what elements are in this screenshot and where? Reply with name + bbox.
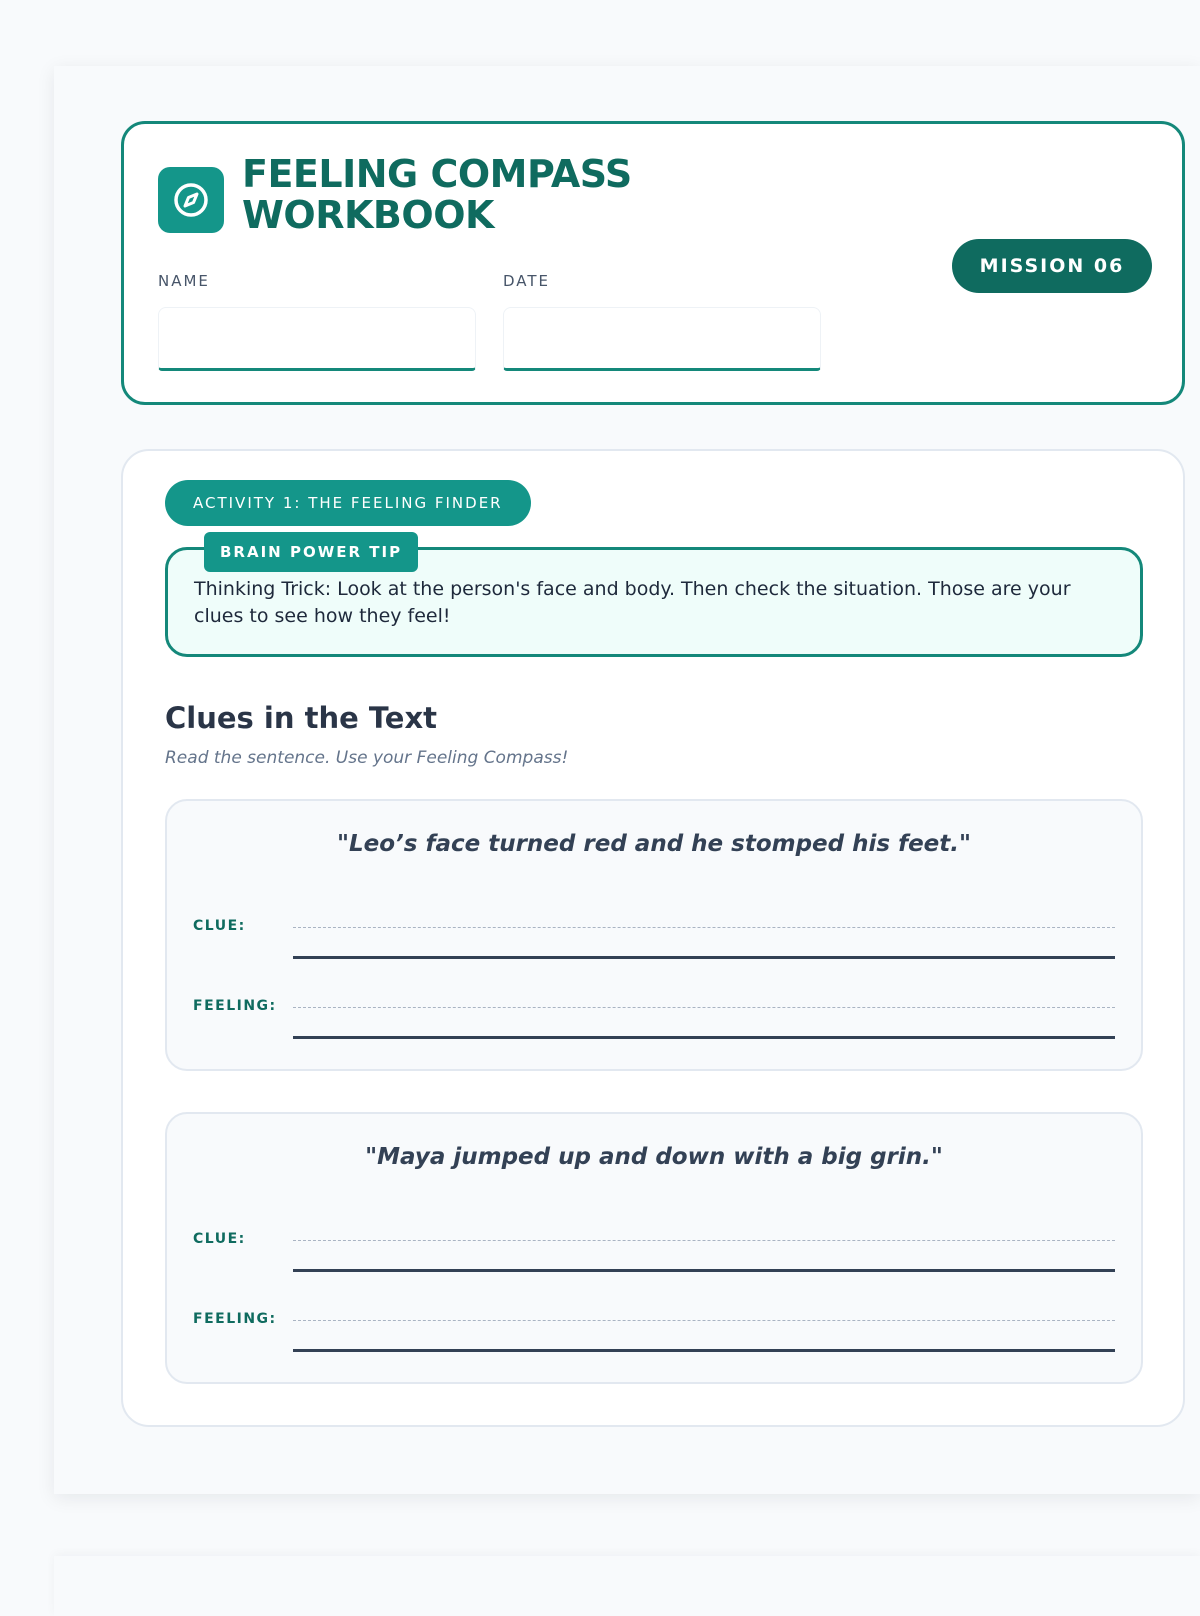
sentence-text: "Maya jumped up and down with a big grin." (365, 1144, 943, 1170)
next-page-edge (54, 1556, 1200, 1616)
mission-badge: MISSION 06 (952, 239, 1152, 293)
name-input[interactable] (158, 307, 476, 371)
clue-answer-line[interactable] (293, 927, 1115, 959)
clue-label: CLUE: (193, 1231, 246, 1247)
feeling-answer-line[interactable] (293, 1320, 1115, 1352)
section-subtitle: Read the sentence. Use your Feeling Compass! (165, 748, 569, 768)
brain-power-tip-box (165, 543, 1143, 657)
title-line-1: FEELING COMPASS (242, 152, 632, 196)
date-label: DATE (503, 272, 551, 290)
sentence-card-1 (165, 799, 1143, 1071)
header-card (121, 121, 1185, 405)
sentence-text: "Leo’s face turned red and he stomped his feet." (336, 831, 972, 857)
activity-pill: ACTIVITY 1: THE FEELING FINDER (165, 480, 531, 526)
page-title (242, 154, 762, 236)
date-input[interactable] (503, 307, 821, 371)
compass-icon (158, 167, 224, 233)
title-line-2: WORKBOOK (242, 193, 494, 237)
tip-tag: BRAIN POWER TIP (204, 532, 418, 572)
section-title: Clues in the Text (165, 701, 438, 735)
feeling-label: FEELING: (193, 998, 277, 1014)
activity-card (121, 449, 1185, 1427)
clue-label: CLUE: (193, 918, 246, 934)
clue-answer-line[interactable] (293, 1240, 1115, 1272)
feeling-label: FEELING: (193, 1311, 277, 1327)
name-label: NAME (158, 272, 210, 290)
tip-text: Thinking Trick: Look at the person's face and body. Then check the situation. Those are your clues to see how they feel! (194, 578, 1071, 627)
feeling-answer-line[interactable] (293, 1007, 1115, 1039)
sentence-card-2 (165, 1112, 1143, 1384)
